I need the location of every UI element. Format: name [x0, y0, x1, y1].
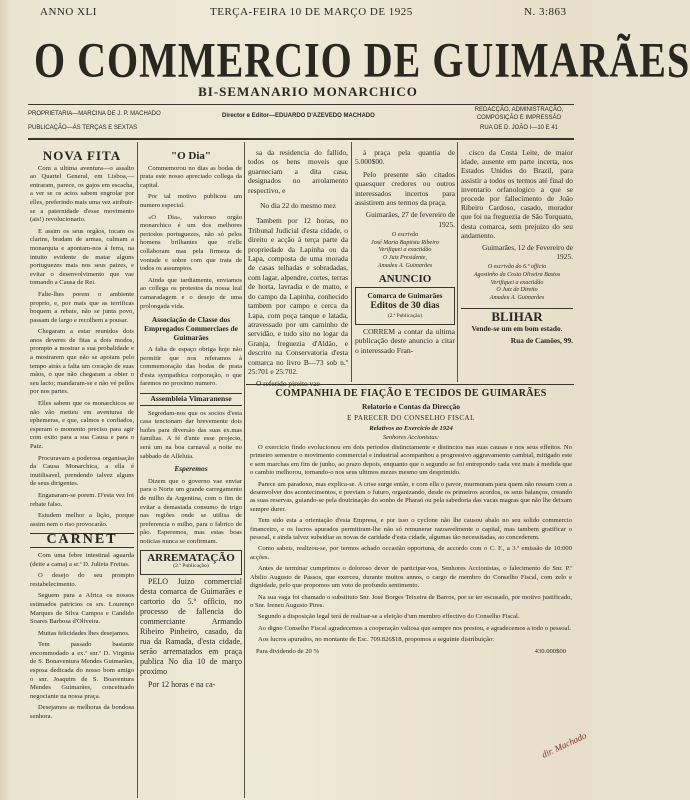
article-paragraph: Ainda que tardiamente, enviamos ao collega os protestos da nossa leal camaradagem e o desejo de uma prolongada vida.	[140, 276, 242, 310]
company-block-rule	[246, 384, 574, 385]
address-line: RUA DE D. JOÃO I—10 E 41	[479, 125, 559, 131]
report-paragraph: Como sabeis, realizou-se, por termos achado occasião opportuna, de accordo com o C. F., a 3.ª emissão de 10:000 acções.	[250, 545, 572, 561]
blihar-address: Rua de Camões, 99.	[510, 335, 573, 345]
column-3	[248, 148, 348, 382]
masthead-title: O COMMERCIO DE GUIMARÃES	[34, 31, 690, 88]
report-paragraph: Aos lucros apurados, no montante de Esc. 709.826$18, propomos a seguinte distribuição:	[258, 636, 495, 644]
dividend-label: Para dividendo de 20 %	[256, 647, 319, 655]
company-subtitle-exercicio: Relativos ao Exercicio de 1924	[369, 425, 453, 432]
article-paragraph: Enganaram-se porem. D'esta vez foi rebate falso.	[30, 491, 134, 508]
auction-heading: ARREMATAÇÃO	[147, 551, 235, 564]
notice-date: Guimarães, 27 de fevereiro de 1925.	[365, 210, 455, 229]
article-heading-nova-fita: NOVA FITA	[42, 148, 122, 163]
auction-continued-paragraph: sa da residencia do fallido, todos os bens moveis que guarneciam a dita casa, designados no arrolamento respectivo, e	[248, 148, 348, 195]
signature-line: O Juiz Presidente,	[383, 255, 427, 262]
notice-paragraph: Pelo presente são citados quaesquer credores ou outros interessados incertos para assistirem aos termos da praça.	[355, 169, 455, 208]
signature-line: O escrivão do 6.º officio	[487, 264, 547, 271]
company-text	[250, 444, 572, 656]
report-paragraph: Tem sido esta a orientação d'esta Empresa, e por isso o cyclone não lhe causou abalo no seu solido commercio financeiro, e os lucros apurados permitiram-lhe não só remunerar razoavelmente o capital, mas tambem gratificar o pessoal, e ainda talvez subsidiar as novas de caridade d'esta cidade, algumas tão necessitadas, ao concederem.	[250, 517, 572, 542]
company-report	[250, 388, 572, 796]
editor-line: Director e Editor—EDUARDO D'AZEVEDO MACHADO	[222, 113, 375, 119]
report-paragraph: Segundo a disposição legal terá de realisar-se a eleição d'um membro effectivo do Conselho Fiscal.	[258, 613, 520, 621]
notice-signatures	[461, 264, 573, 302]
notice-paragraph: á praça pela quantia de 5.000$00.	[355, 148, 455, 167]
article-paragraph: Falte-lhes porem o ambiente proprio, e, por mais que as terrificas boquem a rebate, não se junta povo, passam de largo e recolhem a pousar.	[30, 290, 134, 324]
anuncio-box	[355, 287, 455, 325]
notice-date: Guimarães, 12 de Fevereiro de 1925.	[482, 243, 573, 262]
publication-line: PUBLICAÇÃO—ÁS TERÇAS E SEXTAS	[28, 125, 138, 131]
dividend-row	[250, 648, 572, 656]
article-paragraph: Por tal motivo publicou um numero especial.	[140, 193, 242, 209]
auction-paragraph: PELO Juizo commercial desta comarca de Guimarães e cartorio do 5.º officio, no processo de fallencia do commerciante Armando Ribeiro Pinheiro, casado, da rua da Ramada, d'esta cidade, serão arrematados em praça publica No dia 10 de março proximo	[140, 576, 242, 676]
carnet-paragraph: Muitas felicidades lhes desejamos.	[38, 629, 130, 637]
handwritten-annotation: dir. Machado	[540, 730, 588, 760]
notice-signatures	[355, 232, 455, 270]
article-paragraph: «O Dia», valoroso orgão monarchico é um dos melhores periodos portuguezes, não só pelos homens brilhantes que n'elle collaboram mas pela firmeza de vontade e sobre com que trata de todos os assumptos.	[140, 213, 242, 273]
notice-paragraph: cisco da Costa Leite, de maior idade, ausente em parte incerta, nos Estados Unidos do Brazil, para assistir a todos os termos até final do inventario orfanologico a que se procede por fallecimento de João Ribeiro Cardoso, casado, morador que foi na freguezia de São Torquato, desta comarca, sem prejuizo do seu andamento.	[461, 148, 573, 240]
article-paragraph: Commemorou no dias as bodas de prata este nosso apreciado collega da capital.	[140, 164, 242, 189]
article-paragraph: Com a ultima aventura—o assalto ao Quartel General, em Lisboa,—entraram, parece, os gajos em escacha, a ver se os actos sabem engrolar por elles, preferindo mais uma vez atribuir-se a paternidade d'esse movimento (ais!) revolucionario.	[30, 164, 134, 224]
signature-line: Amadeu A. Guimarães	[377, 262, 433, 269]
auction-date-line: No dia 22 do mesmo mez	[260, 201, 336, 211]
report-paragraph: Parece um paradoxo, mas explica-se. A crise surge então, e com ella o pavor, murmuram para quem não ressam com a desenvolver dos acontecimentos, e previam o futuro, organizando, desde os primeiros acordos, os seus balanços, creando as suas reservas, guiando-se pela doutrinação do sonho de Pharaó ou pela sabedoria das vacas magras que não lhe deixam sempre durer.	[250, 480, 572, 513]
auction-continued-paragraph: Tambem por 12 horas, no Tribunal Judicial d'esta cidade, o direito e acção á terça parte da propriedade da Lapinha ou da Lapa, composta de uma morada de casas telhadas e sobradadas, com lagar, alpendre, cortes, terras de horta, lavradia e de matto, e do campo da Lapinha, conhecido tambem por campo e cerca da Lapa, com poça tanque e latada, atravessado por um caminho de servidão, e tudo sito no logar da Granja, freguezia d'Aldão, e descrito na Conservatoria d'esta comarca no livro B—73 sob n.º 25:701 e 25:702.	[248, 216, 348, 376]
article-paragraph: A falta de espaço obriga hoje não permitir que nos referamos á commemoração das bodas de prata d'esta sympathica corporação, o que faremos no proximo numero.	[140, 346, 242, 388]
column-divider-2	[244, 142, 245, 798]
section-heading-carnet: CARNET	[30, 533, 134, 548]
signature-line: Amadeu A. Guimarães	[489, 294, 545, 301]
article-heading-o-dia: "O Dia"	[170, 150, 212, 162]
anuncio-edital: Editos de 30 dias	[370, 299, 440, 311]
carnet-paragraph: O desejo do seu prompto restabelecimento.	[30, 572, 134, 588]
column-divider-4	[457, 142, 458, 382]
article-paragraph: Procuravam a poderosa organisação da Causa Monarchica, a ella é inutilisavel, prendendo talvez alguns de seus dirigentes.	[30, 454, 134, 488]
issue-number: N. 3:863	[524, 6, 567, 18]
issue-date: TERÇA-FEIRA 10 DE MARÇO DE 1925	[210, 6, 413, 18]
anuncio-paragraph: CORREM a contar da ultima publicação deste anuncio a citar o interessado Fran-	[355, 326, 455, 355]
article-heading-esperemos: Esperemos	[174, 464, 208, 474]
auction-notice	[140, 550, 242, 575]
report-paragraph: Antes de terminar cumprimos o doloroso dever de participar-vos, Senhores Accionistas, o falecimento do Snr. P.ª Abilio Augusto de Passos, que exerceu, durante muitos annos, o cargo de membro do Conselho Fiscal, com zelo e dignidade, pelo que propomos um voto de profundo sentimento.	[250, 565, 572, 590]
dividend-value: 430.000$00	[534, 647, 566, 655]
column-1	[30, 148, 134, 798]
column-divider-3	[351, 142, 352, 382]
article-heading-associacao: Associação de Classe dos Empregados Commerciaes de Guimarães	[144, 315, 238, 343]
signature-line: Verifiquei a exactidão	[490, 279, 544, 286]
owner-line: PROPRIETARIA—MARCINA DE J. P. MACHADO	[28, 111, 161, 117]
signature-line: O Juiz de Direito	[496, 287, 538, 294]
article-paragraph: Dizem que o governo vae enviar para o Norte um grande carregamento de milho da Argentina, com o fim de evitar a demasiada consumo de trigo nas regiões onde se utilisa de preferencia o milho, para o fabrico de pão. Esperemos, mas estas boas noticias nunca se confirmam.	[140, 477, 242, 545]
report-paragraph: Ao digno Conselho Fiscal agradecemos a cooperação valiosa que sempre nos prestou, e agradecemos a todo o pessoal.	[258, 624, 571, 632]
column-4	[355, 148, 455, 382]
masthead-rule-top	[28, 104, 574, 105]
blihar-paragraph: Vende-se um em bom estado.	[471, 323, 563, 333]
company-title: COMPANHIA DE FIAÇÃO E TECIDOS DE GUIMARÃES	[275, 388, 547, 399]
column-5	[461, 148, 573, 382]
company-subtitle: Relatorio e Contas da Direcção	[362, 402, 460, 411]
article-paragraph: E assim os seus orgãos, tocam os clarins, bradam de armas, culmam a monarquia e apontam-nos á ferra, na intuito evidente de matar alguns portuguezes mais nos seus paizes, e evitar o desenvolvimento que vae tomando a Causa de Rei.	[30, 227, 134, 287]
carnet-paragraph: Tem passado bastante encommodado a ex.ª snr.ª D. Virginia de S. Bonaventura Mendes Guimarães, esposa dedicada do nosso bom amigo o snr. Joaquim de S. Boaventura Mendes Guimarães, conceituado negociante na nossa praça.	[30, 641, 134, 700]
blihar-heading: BLIHAR	[461, 308, 573, 321]
office-line: REDACÇÃO, ADMINISTRAÇÃO, COMPOSIÇÃO E IMPRESSÃO	[474, 107, 564, 121]
masthead-rule-bottom	[28, 138, 574, 140]
report-paragraph: Na sua vaga foi chamado o substituto Snr. José Borges Teixeira de Barros, por se ter escusado, por motivo justificado, o Snr. Ireneu Augusto Pires.	[250, 593, 572, 609]
anuncio-publication-note: (2.ª Publicação)	[387, 312, 423, 319]
carnet-paragraph: Seguem para a Africa os nossos estimados patricios os srs. Lourenço Marques de Silva Campos e Candido Soares Barbosa d'Oliveira.	[30, 592, 134, 626]
article-paragraph: Chegaram a estar reunidos dois anos deveres de fitas a dois modos, prompto a mostrar a sua probalidade e a mostrarem que não se apoiam pelo tempo atrás a falta um coração de suas mãos, o que não chegaram a obter o seu lacto; mandaram-se e não vé pellos por nos partes.	[30, 328, 134, 396]
column-2	[140, 148, 242, 798]
signature-line: O escrivão	[391, 232, 419, 239]
signature-line: Verifiquei a exactidão	[378, 247, 432, 254]
carnet-paragraph: Com uma febre intestinal aguarda (deite a cama) a sr.ª D. Julieta Freitas.	[30, 551, 134, 568]
anuncio-court: Comarca de Guimarães	[367, 290, 443, 300]
company-greeting: Senhores Accionistas:	[382, 434, 440, 441]
auction-paragraph-time: Por 12 horas e na ca-	[148, 679, 216, 689]
article-heading-assembleia: Assembleia Vimaranense	[140, 393, 242, 406]
company-subtitle-parecer: E PARECER DO CONSELHO FISCAL	[347, 414, 475, 422]
column-divider-1	[137, 142, 138, 798]
year-label: ANNO XLI	[40, 6, 97, 18]
article-paragraph: Estudem melhor a lição, porque assim nem o riso provocarão.	[30, 512, 134, 528]
carnet-paragraph: Desejamos as melhoras da bondosa senhora.	[30, 704, 134, 721]
auction-publication-note: (2.ª Publicação)	[173, 563, 209, 570]
article-paragraph: Elles sabem que os monarchicos se não vão metteu em aventuras de ephemeras, e que, calmos e confiados, esperam o momento preciso para agir com exito para a sua Causa e para o Paiz.	[30, 400, 134, 450]
anuncio-heading: ANUNCIO	[378, 273, 432, 286]
report-paragraph: O exercicio findo evolucionou em dois periodos distinctamente e distinctos nas suas causas e nos seus effeitos. No primeiro semestre o movimento commercial e industrial acompanhou a progressivo aggravamento cambial, mitigado este e sem marchas em fim de junho, ao prazo depois, enquanto que o segundo se foi entrepondo cada vez mais á medida que o cambio melhorou, tornando-o nos seus ultimos mezes mesmo um desprimido.	[250, 444, 572, 477]
signature-line: José Maria Baptista Ribeiro	[371, 239, 439, 246]
article-paragraph: Segredam-nos que os socios d'esta casa tencionam dar brevemente dois bailes para diversão das suas ex.mas familias. A fé d'ante esse projecto, será um na boa carnaval a noite no sabbado de Alleluia.	[140, 409, 242, 460]
masthead-subtitle: BI-SEMANARIO MONARCHICO	[198, 84, 418, 99]
signature-line: Agostinho da Costa Oliveira Bastos	[473, 272, 561, 279]
